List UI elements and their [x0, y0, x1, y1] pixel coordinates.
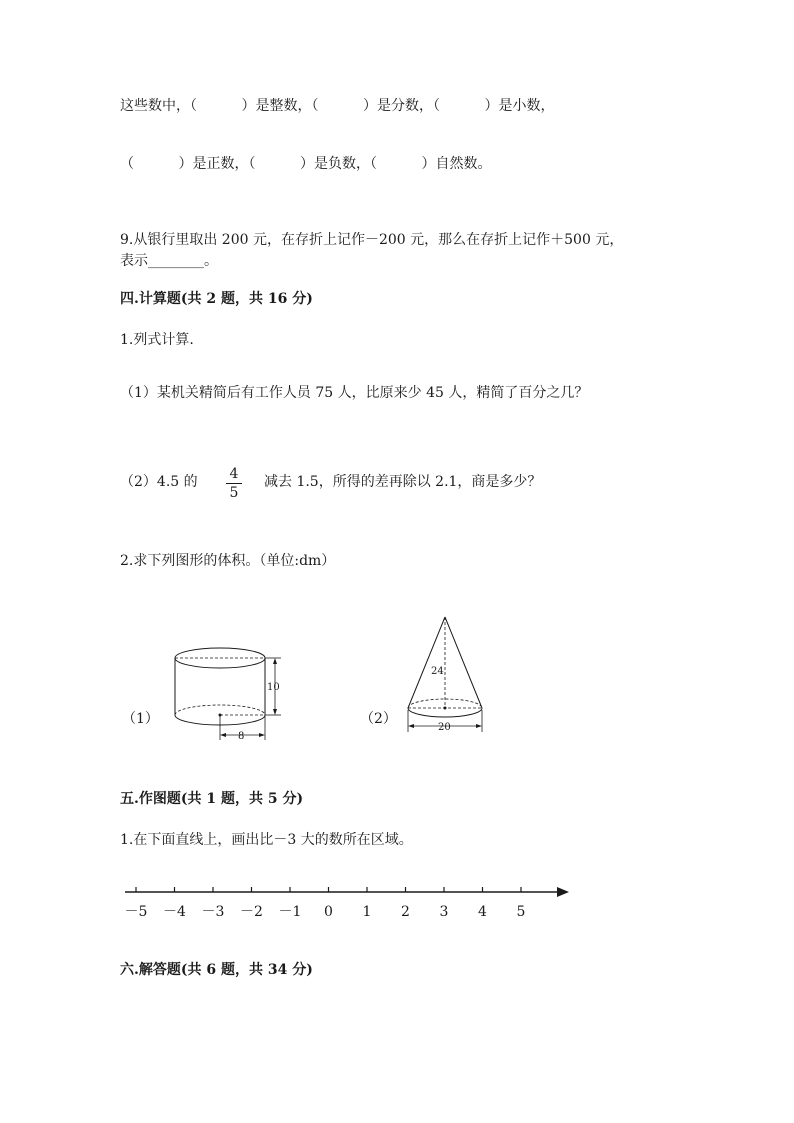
q8-line2: （ ）是正数，（ ）是负数，（ ）自然数。 [120, 156, 492, 172]
section6-title: 六.解答题(共 6 题，共 34 分) [120, 962, 313, 978]
q4-1-2-prefix: （2）4.5 的 [120, 474, 198, 490]
number-line-tick-label: －4 [163, 904, 186, 920]
cone-diameter-label: 20 [438, 722, 451, 733]
number-line-tick-label: 5 [516, 904, 526, 920]
number-line-tick-label: －3 [201, 904, 225, 920]
number-line-tick-label: －1 [278, 904, 302, 920]
cone-right-side [445, 617, 482, 708]
q9-line2: 表示________。 [120, 253, 218, 269]
cylinder-height-label: 10 [267, 682, 280, 693]
number-line-tick-label: －2 [240, 904, 263, 920]
number-line-tick-label: 1 [362, 904, 372, 920]
q8-line1: 这些数中，（ ）是整数，（ ）是分数，（ ）是小数， [120, 98, 555, 114]
cylinder-radius-label: 8 [238, 731, 245, 742]
cone-left-side [408, 617, 445, 708]
fraction [226, 466, 242, 501]
number-line-tick-label: 4 [478, 904, 487, 920]
figure1-label: （1） [122, 711, 159, 727]
number-line-arrowhead [557, 887, 569, 897]
cone-center [444, 707, 447, 710]
number-line-tick-label: －5 [124, 904, 148, 920]
number-line-tick-label: 0 [324, 904, 333, 920]
cylinder-figure [165, 640, 295, 745]
cone-figure [400, 612, 495, 737]
q9-line1: 9.从银行里取出 200 元，在存折上记作－200 元，那么在存折上记作＋500 元， [120, 232, 624, 248]
number-line-tick-label: 3 [439, 904, 449, 920]
q4-1-1: （1）某机关精简后有工作人员 75 人，比原来少 45 人，精简了百分之几？ [120, 385, 589, 401]
cone-height-label: 24 [431, 666, 444, 677]
fraction-numerator: 4 [229, 466, 239, 482]
section4-title: 四.计算题(共 2 题，共 16 分) [120, 291, 313, 307]
q4-2-title: 2.求下列图形的体积。（单位:dm） [120, 553, 336, 569]
section5-title: 五.作图题(共 1 题，共 5 分) [120, 791, 304, 807]
fraction-denominator: 5 [229, 485, 239, 501]
number-line-tick-label: 2 [401, 904, 410, 920]
fraction-bar [226, 483, 242, 484]
q5-1: 1.在下面直线上，画出比－3 大的数所在区域。 [120, 832, 413, 848]
number-line [120, 880, 580, 925]
q4-1-2-suffix: 减去 1.5，所得的差再除以 2.1，商是多少？ [264, 474, 542, 490]
q4-1-title: 1.列式计算. [120, 332, 194, 348]
figure2-label: （2） [360, 711, 397, 727]
